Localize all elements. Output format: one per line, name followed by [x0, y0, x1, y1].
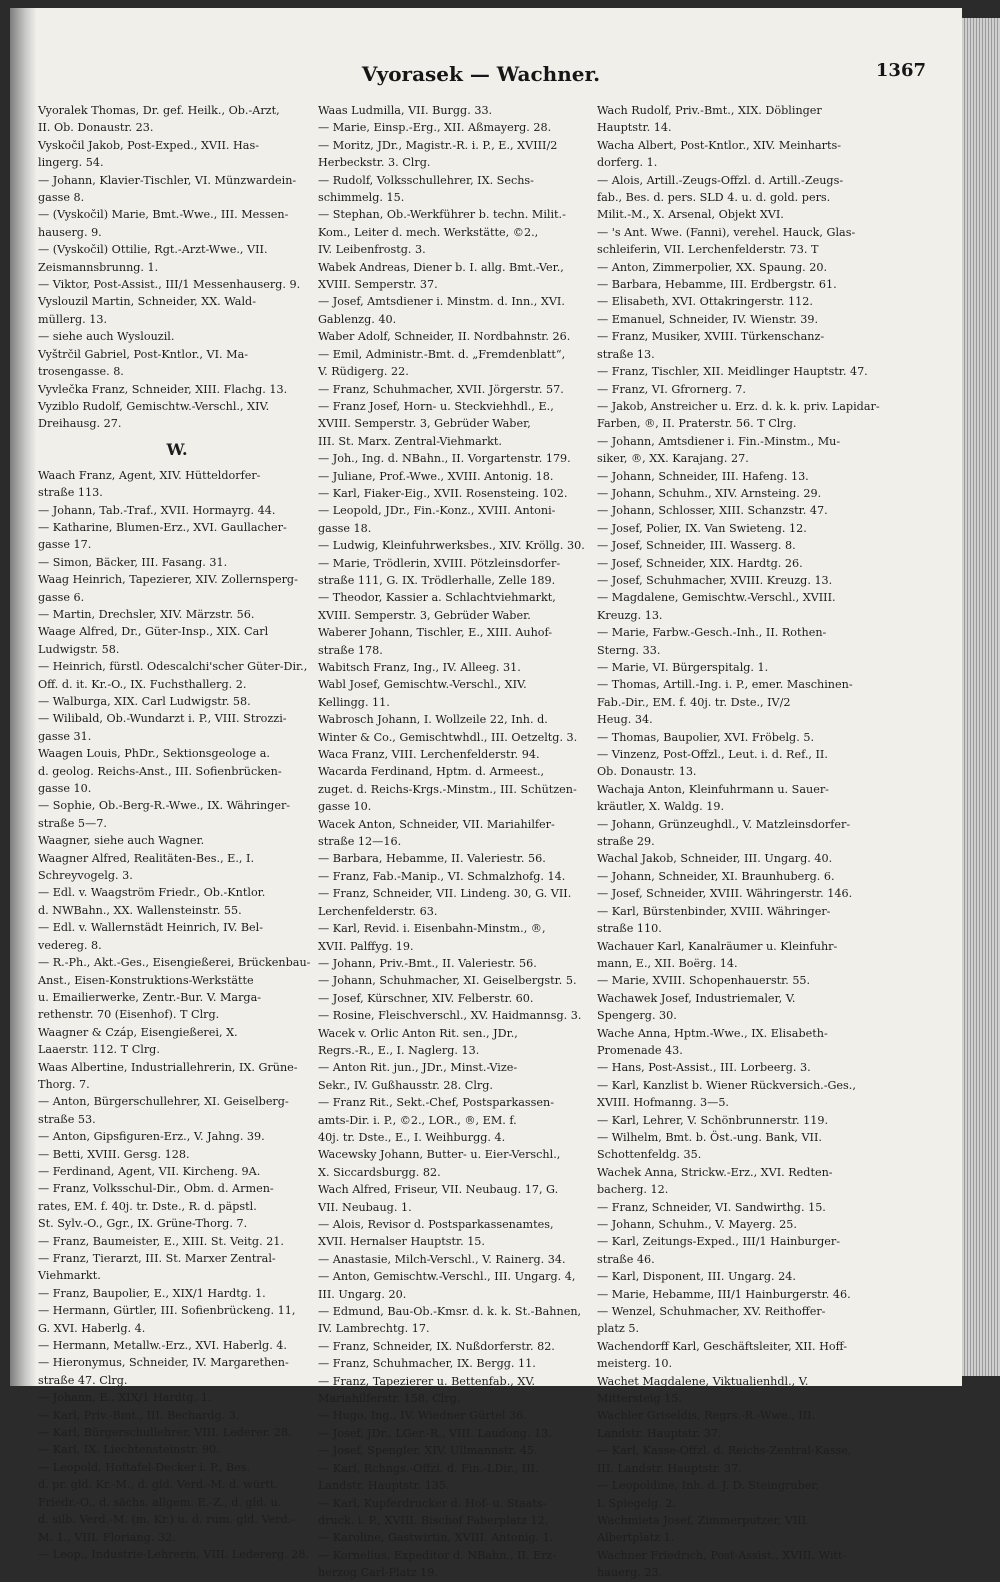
directory-line: — Franz, Baupolier, E., XIX/1 Hardtg. 1.: [38, 1286, 266, 1300]
directory-line: Regrs.-R., E., I. Naglerg. 13.: [318, 1043, 480, 1057]
directory-line: Viehmarkt.: [38, 1269, 101, 1283]
directory-line: — Hugo, Ing., IV. Wiedner Gürtel 36.: [318, 1409, 527, 1423]
directory-line: kräutler, X. Waldg. 19.: [597, 800, 725, 814]
directory-line: — Emanuel, Schneider, IV. Wienstr. 39.: [597, 312, 819, 326]
directory-line: Wachendorff Karl, Geschäftsleiter, XII. Hoff-: [597, 1339, 847, 1353]
directory-line: Albertplatz 1.: [597, 1531, 675, 1545]
directory-line: — Katharine, Blumen-Erz., XVI. Gaullacher-: [38, 520, 287, 534]
directory-line: — Leopoldine, Inh. d. J. D. Steingruber,: [597, 1479, 820, 1493]
directory-line: müllerg. 13.: [38, 312, 108, 326]
directory-line: Wachal Jakob, Schneider, III. Ungarg. 40.: [597, 852, 833, 866]
directory-line: Wache Anna, Hptm.-Wwe., IX. Elisabeth-: [597, 1026, 828, 1040]
directory-line: rates, EM. f. 40j. tr. Dste., R. d. päpstl.: [38, 1199, 257, 1213]
directory-line: — Anton, Zimmerpolier, XX. Spaung. 20.: [597, 260, 828, 274]
directory-line: gasse 6.: [38, 590, 85, 604]
directory-line: — (Vyskočil) Marie, Bmt.-Wwe., III. Messen-: [38, 208, 289, 222]
directory-line: Sekr., IV. Gußhausstr. 28. Clrg.: [318, 1078, 493, 1092]
directory-line: M. 1., VIII. Floriang. 32.: [38, 1530, 176, 1544]
directory-line: Milit.-M., X. Arsenal, Objekt XVI.: [597, 208, 784, 222]
directory-line: — Rudolf, Volksschullehrer, IX. Sechs-: [318, 173, 534, 187]
directory-line: — Karl, Kupferdrucker d. Hof- u. Staats-: [318, 1496, 547, 1510]
directory-line: dorferg. 1.: [597, 156, 658, 170]
column-1: [38, 102, 316, 1563]
directory-line: I. Spiegelg. 2.: [597, 1496, 676, 1510]
directory-line: Off. d. it. Kr.-O., IX. Fuchsthallerg. 2.: [38, 677, 247, 691]
directory-line: — Martin, Drechsler, XIV. Märzstr. 56.: [38, 607, 255, 621]
directory-line: Ob. Donaustr. 13.: [597, 765, 697, 779]
directory-line: — (Vyskočil) Ottilie, Rgt.-Arzt-Wwe., VII.: [38, 243, 268, 257]
directory-line: — Karl, Fiaker-Eig., XVII. Rosensteing. 102.: [318, 486, 568, 500]
directory-line: XVII. Palffyg. 19.: [318, 939, 414, 953]
directory-line: — Franz, Volksschul-Dir., Obm. d. Armen-: [38, 1182, 274, 1196]
directory-line: herzog Carl-Platz 19.: [318, 1566, 438, 1580]
directory-line: lingerg. 54.: [38, 156, 104, 170]
directory-line: — Karl, IX. Liechtensteinstr. 90.: [38, 1443, 220, 1457]
directory-line: — Johann, Klavier-Tischler, VI. Münzwardein-: [38, 173, 297, 187]
directory-line: mann, E., XII. Boërg. 14.: [597, 956, 738, 970]
directory-line: Winter & Co., Gemischtwhdl., III. Oetzeltg. 3.: [318, 730, 578, 744]
directory-line: — Karl, Kasse-Offzl. d. Reichs-Zentral-Kasse,: [597, 1444, 852, 1458]
directory-line: Waag Heinrich, Tapezierer, XIV. Zollernsperg-: [38, 573, 298, 587]
directory-line: — Anastasie, Milch-Verschl., V. Rainerg. 34.: [318, 1252, 566, 1266]
directory-line: — Josef, Amtsdiener i. Minstm. d. Inn., XVI.: [318, 295, 565, 309]
directory-line: XVIII. Semperstr. 3, Gebrüder Waber,: [318, 417, 531, 431]
book-gutter: [10, 8, 36, 1386]
directory-line: — Wenzel, Schuhmacher, XV. Reithoffer-: [597, 1305, 826, 1319]
directory-line: — Alois, Revisor d. Postsparkassenamtes,: [318, 1218, 554, 1231]
directory-line: — Simon, Bäcker, III. Fasang. 31.: [38, 555, 228, 569]
directory-line: Wachek Anna, Strickw.-Erz., XVI. Redten-: [597, 1165, 833, 1179]
directory-line: Wabl Josef, Gemischtw.-Verschl., XIV.: [318, 678, 527, 692]
directory-line: Zeismannsbrunng. 1.: [38, 260, 159, 274]
directory-line: straße 5—7.: [38, 816, 107, 830]
directory-line: Wacarda Ferdinand, Hptm. d. Armeest.,: [318, 765, 545, 779]
directory-line: druck. i. P., XVIII. Bischof Faberplatz 12.: [318, 1513, 549, 1527]
directory-line: Wachmieta Josef, Zimmerputzer, VIII.: [597, 1513, 810, 1527]
directory-line: Waberer Johann, Tischler, E., XIII. Auhof-: [318, 626, 553, 640]
directory-line: II. Ob. Donaustr. 23.: [38, 121, 154, 135]
directory-line: 40j. tr. Dste., E., I. Weihburgg. 4.: [318, 1130, 506, 1144]
directory-line: straße 47. Clrg.: [38, 1373, 128, 1387]
directory-line: — Johann, Amtsdiener i. Fin.-Minstm., Mu-: [597, 434, 841, 448]
directory-line: Waagner & Czáp, Eisengießerei, X.: [38, 1025, 238, 1039]
directory-page: [10, 8, 962, 1580]
directory-line: — Johann, Schuhmacher, XI. Geiselbergstr. 5.: [318, 974, 577, 988]
directory-line: platz 5.: [597, 1322, 640, 1336]
page-edges: [962, 18, 1000, 1376]
directory-line: — Johann, Schuhm., V. Mayerg. 25.: [597, 1218, 797, 1231]
directory-line: Gablenzg. 40.: [318, 312, 397, 326]
directory-line: — Marie, XVIII. Schopenhauerstr. 55.: [597, 974, 811, 988]
directory-line: d. NWBahn., XX. Wallensteinstr. 55.: [38, 903, 242, 917]
directory-line: — Franz Rit., Sekt.-Chef, Postsparkassen-: [318, 1096, 554, 1110]
directory-line: zuget. d. Reichs-Krgs.-Minstm., III. Schützen-: [318, 782, 577, 796]
directory-line: straße 178.: [318, 643, 383, 657]
directory-line: siker, ®, XX. Karajang. 27.: [597, 452, 749, 466]
directory-line: — Hermann, Gürtler, III. Sofienbrückeng. 11,: [38, 1304, 296, 1318]
directory-line: Wabek Andreas, Diener b. I. allg. Bmt.-Ver.,: [318, 260, 564, 274]
directory-line: — Thomas, Baupolier, XVI. Fröbelg. 5.: [597, 730, 815, 744]
directory-line: — Johann, Tab.-Traf., XVII. Hormayrg. 44.: [38, 503, 276, 517]
directory-line: — Franz, Musiker, XVIII. Türkenschanz-: [597, 330, 825, 344]
directory-line: Vyskočil Jakob, Post-Exped., XVII. Has-: [38, 138, 259, 152]
directory-line: gasse 10.: [38, 782, 92, 796]
directory-line: Wacek v. Orlic Anton Rit. sen., JDr.,: [318, 1026, 518, 1040]
directory-line: — Franz Josef, Horn- u. Steckviehhdl., E.,: [318, 399, 554, 413]
directory-line: — Barbara, Hebamme, II. Valeriestr. 56.: [318, 852, 546, 866]
directory-line: gasse 10.: [318, 800, 372, 814]
directory-line: Waach Franz, Agent, XIV. Hütteldorfer-: [38, 468, 261, 482]
directory-line: — siehe auch Wyslouzil.: [38, 330, 175, 344]
directory-line: Waca Franz, VIII. Lerchenfelderstr. 94.: [318, 748, 540, 762]
directory-line: — Karl, Rchngs.-Offzl. d. Fin.-LDir., III.: [318, 1461, 539, 1475]
directory-line: d. geolog. Reichs-Anst., III. Sofienbrücken-: [38, 764, 282, 778]
directory-line: — Marie, Farbw.-Gesch.-Inh., II. Rothen-: [597, 626, 827, 640]
directory-line: Wacha Albert, Post-Kntlor., XIV. Meinharts-: [597, 138, 841, 152]
directory-line: — Marie, Einsp.-Erg., XII. Aßmayerg. 28.: [318, 121, 552, 135]
directory-line: Mittersteig 15.: [597, 1392, 682, 1406]
directory-line: — Theodor, Kassier a. Schlachtviehmarkt,: [318, 591, 556, 605]
directory-line: Waage Alfred, Dr., Güter-Insp., XIX. Carl: [38, 625, 269, 639]
directory-line: hauserg. 9.: [38, 225, 102, 239]
directory-line: Hauptstr. 14.: [597, 121, 672, 135]
directory-line: — Josef, Spengler, XIV. Ullmannstr. 45.: [318, 1444, 538, 1458]
directory-line: Wachauer Karl, Kanalräumer u. Kleinfuhr-: [597, 939, 838, 953]
directory-line: — Edl. v. Waagström Friedr., Ob.-Kntlor.: [38, 886, 266, 900]
directory-line: XVIII. Semperstr. 3, Gebrüder Waber.: [318, 608, 531, 622]
directory-line: — Franz, Schneider, VI. Sandwirthg. 15.: [597, 1200, 826, 1214]
directory-line: Farben, ®, II. Praterstr. 56. T Clrg.: [597, 417, 797, 431]
directory-line: gasse 31.: [38, 729, 92, 743]
directory-line: — Karl, Disponent, III. Ungarg. 24.: [597, 1270, 796, 1284]
directory-line: Spengerg. 30.: [597, 1009, 677, 1023]
directory-line: Laaerstr. 112. T Clrg.: [38, 1043, 160, 1057]
directory-line: — Barbara, Hebamme, III. Erdbergstr. 61.: [597, 278, 837, 292]
directory-line: — Leopold, Hoftafel-Decker i. P., Bes.: [38, 1460, 251, 1474]
page-header: [36, 54, 926, 94]
directory-line: Waagner Alfred, Realitäten-Bes., E., I.: [38, 851, 254, 865]
directory-line: — Stephan, Ob.-Werkführer b. techn. Milit.-: [318, 208, 566, 222]
directory-line: — Rosine, Fleischverschl., XV. Haidmannsg. 3.: [318, 1009, 582, 1023]
directory-line: — Karl, Kanzlist b. Wiener Rückversich.-Ges.,: [597, 1078, 856, 1092]
directory-line: — Franz, Baumeister, E., XIII. St. Veitg. 21.: [38, 1234, 284, 1248]
directory-line: — Johann, E., XIX/1 Hardtg. 1.: [38, 1391, 212, 1405]
directory-line: Fab.-Dir., EM. f. 40j. tr. Dste., IV/2: [597, 695, 791, 709]
directory-line: Wachler Griseldis, Regrs.-R.-Wwe., III.: [597, 1409, 816, 1423]
directory-line: — Franz, VI. Gfrornerg. 7.: [597, 382, 746, 396]
directory-line: — Johann, Schuhm., XIV. Arnsteing. 29.: [597, 486, 822, 500]
directory-line: straße 110.: [597, 922, 662, 936]
directory-line: IV. Lambrechtg. 17.: [318, 1322, 430, 1336]
directory-line: straße 111, G. IX. Trödlerhalle, Zelle 189.: [318, 573, 556, 587]
directory-line: — Johann, Schneider, III. Hafeng. 13.: [597, 469, 809, 483]
directory-line: — R.-Ph., Akt.-Ges., Eisengießerei, Brückenbau-: [38, 956, 311, 970]
directory-line: — Anton, Gemischtw.-Verschl., III. Ungarg. 4,: [318, 1270, 576, 1284]
directory-line: Lerchenfelderstr. 63.: [318, 904, 438, 918]
directory-line: — Josef, Polier, IX. Van Swieteng. 12.: [597, 521, 807, 535]
directory-line: — Josef, Kürschner, XIV. Felberstr. 60.: [318, 991, 534, 1005]
directory-line: — Marie, Trödlerin, XVIII. Pötzleinsdorfer-: [318, 556, 561, 570]
directory-line: Landstr. Hauptstr. 135.: [318, 1479, 450, 1493]
directory-line: hauerg. 23.: [597, 1566, 663, 1580]
directory-line: vedereg. 8.: [38, 938, 102, 952]
directory-line: fab., Bes. d. pers. SLD 4. u. d. gold. pers.: [597, 191, 831, 205]
directory-line: — Josef, Schneider, XVIII. Währingerstr. 146.: [597, 887, 853, 901]
directory-line: X. Siccardsburgg. 82.: [318, 1165, 441, 1179]
directory-line: Wach Alfred, Friseur, VII. Neubaug. 17, G.: [318, 1183, 559, 1197]
directory-line: — Johann, Schlosser, XIII. Schanzstr. 47.: [597, 504, 828, 518]
directory-line: — Josef, Schuhmacher, XVIII. Kreuzg. 13.: [597, 573, 833, 587]
directory-line: schimmelg. 15.: [318, 191, 405, 205]
directory-line: — Betti, XVIII. Gersg. 128.: [38, 1147, 190, 1161]
directory-line: Thorg. 7.: [38, 1077, 90, 1091]
directory-line: — Leopold, JDr., Fin.-Konz., XVIII. Antoni-: [318, 504, 556, 518]
directory-line: Wacewsky Johann, Butter- u. Eier-Verschl.,: [318, 1148, 561, 1162]
directory-line: — Wilhelm, Bmt. b. Öst.-ung. Bank, VII.: [597, 1130, 822, 1144]
directory-line: — Franz, Schuhmacher, XVII. Jörgerstr. 57.: [318, 382, 564, 396]
directory-line: XVII. Hernalser Hauptstr. 15.: [318, 1235, 485, 1249]
directory-line: — Hans, Post-Assist., III. Lorbeerg. 3.: [597, 1061, 811, 1075]
directory-line: — Leop., Industrie-Lehrerin, VIII. Ledererg. 28.: [38, 1547, 310, 1561]
directory-line: — Franz, Schuhmacher, IX. Bergg. 11.: [318, 1357, 536, 1371]
directory-line: VII. Neubaug. 1.: [318, 1200, 412, 1214]
directory-line: Anst., Eisen-Konstruktions-Werkstätte: [38, 973, 254, 987]
directory-line: IV. Leibenfrostg. 3.: [318, 243, 426, 257]
directory-line: Herbeckstr. 3. Clrg.: [318, 156, 431, 170]
directory-line: Wacek Anton, Schneider, VII. Mariahilfer-: [318, 817, 555, 831]
directory-line: G. XVI. Haberlg. 4.: [38, 1321, 146, 1335]
directory-line: straße 113.: [38, 486, 103, 500]
directory-line: bacherg. 12.: [597, 1183, 669, 1197]
directory-line: Vyziblo Rudolf, Gemischtw.-Verschl., XIV.: [38, 399, 270, 413]
directory-line: Friedr.-O., d. sächs. allgem. E.-Z., d. gld. u.: [38, 1495, 282, 1509]
directory-line: Heug. 34.: [597, 713, 653, 727]
directory-line: Vyoralek Thomas, Dr. gef. Heilk., Ob.-Arzt,: [38, 104, 280, 117]
directory-line: — 's Ant. Wwe. (Fanni), verehel. Hauck, Glas-: [597, 225, 856, 239]
directory-line: — Anton Rit. jun., JDr., Minst.-Vize-: [318, 1061, 518, 1075]
directory-line: Vyštrčil Gabriel, Post-Kntlor., VI. Ma-: [38, 347, 249, 361]
directory-line: Wabrosch Johann, I. Wollzeile 22, Inh. d.: [318, 713, 548, 727]
directory-line: III. St. Marx. Zentral-Viehmarkt.: [318, 434, 502, 448]
directory-line: Mariahilferstr. 158. Clrg.: [318, 1392, 461, 1406]
directory-line: Kreuzg. 13.: [597, 608, 663, 622]
directory-line: Vyvlečka Franz, Schneider, XIII. Flachg. 13.: [38, 382, 288, 396]
directory-line: Wachet Magdalene, Viktualienhdl., V.: [597, 1374, 809, 1388]
directory-line: — Emil, Administr.-Bmt. d. „Fremdenblatt“,: [318, 347, 566, 361]
directory-line: u. Emailierwerke, Zentr.-Bur. V. Marga-: [38, 990, 262, 1004]
directory-line: — Magdalene, Gemischtw.-Verschl., XVIII.: [597, 591, 836, 605]
directory-line: Promenade 43.: [597, 1043, 683, 1057]
directory-line: III. Ungarg. 20.: [318, 1287, 407, 1301]
directory-line: Wach Rudolf, Priv.-Bmt., XIX. Döblinger: [597, 104, 822, 117]
directory-line: — Karl, Priv.-Bmt., III. Bechardg. 3.: [38, 1408, 240, 1422]
directory-line: — Marie, Hebamme, III/1 Hainburgerstr. 46.: [597, 1287, 851, 1301]
directory-line: — Karl, Revid. i. Eisenbahn-Minstm., ®,: [318, 922, 546, 936]
directory-line: gasse 18.: [318, 521, 372, 535]
directory-line: straße 13.: [597, 347, 655, 361]
directory-line: — Franz, Schneider, VII. Lindeng. 30, G. VII.: [318, 887, 572, 901]
directory-line: Schreyvogelg. 3.: [38, 869, 133, 883]
section-letter: W.: [166, 439, 188, 459]
directory-line: XVIII. Hofmanng. 3—5.: [597, 1096, 729, 1110]
directory-line: Kom., Leiter d. mech. Werkstätte, ©2.,: [318, 225, 539, 239]
directory-line: d. pr. gld. Kr.-M., d. gld. Verd.-M. d. württ.: [38, 1478, 278, 1492]
directory-line: — Thomas, Artill.-Ing. i. P., emer. Maschinen-: [597, 678, 853, 692]
directory-line: — Johann, Grünzeughdl., V. Matzleinsdorfer-: [597, 817, 851, 831]
directory-line: — Josef, Schneider, XIX. Hardtg. 26.: [597, 556, 803, 570]
directory-line: trosengasse. 8.: [38, 365, 124, 379]
directory-line: — Karoline, Gastwirtin, XVIII. Antonig. 1.: [318, 1531, 554, 1545]
directory-line: — Karl, Bürstenbinder, XVIII. Währinger-: [597, 904, 831, 918]
column-2: [318, 102, 596, 1582]
directory-line: Landstr. Hauptstr. 37.: [597, 1426, 722, 1440]
directory-line: — Marie, VI. Bürgerspitalg. 1.: [597, 661, 769, 674]
directory-line: Ludwigstr. 58.: [38, 642, 120, 656]
directory-line: — Jakob, Anstreicher u. Erz. d. k. k. priv. Lapidar-: [597, 399, 880, 413]
directory-line: Waber Adolf, Schneider, II. Nordbahnstr. 26.: [318, 330, 571, 344]
directory-line: Wachawek Josef, Industriemaler, V.: [597, 991, 796, 1005]
directory-line: straße 46.: [597, 1252, 655, 1266]
directory-line: gasse 8.: [38, 191, 85, 205]
directory-line: — Ferdinand, Agent, VII. Kircheng. 9A.: [38, 1164, 261, 1178]
directory-line: d. silb. Verd.-M. (m. Kr.) u. d. rum. gld. Verd.-: [38, 1513, 295, 1527]
directory-line: — Ludwig, Kleinfuhrwerksbes., XIV. Kröllg. 30.: [318, 539, 585, 553]
directory-line: — Wilibald, Ob.-Wundarzt i. P., VIII. Strozzi-: [38, 712, 287, 726]
directory-line: — Edmund, Bau-Ob.-Kmsr. d. k. k. St.-Bahnen,: [318, 1305, 582, 1319]
directory-line: Waagen Louis, PhDr., Sektionsgeologe a.: [38, 747, 270, 761]
directory-line: amts-Dir. i. P., ©2., LOR., ®, EM. f.: [318, 1113, 517, 1127]
directory-line: Waas Ludmilla, VII. Burgg. 33.: [318, 104, 493, 117]
directory-line: — Johann, Priv.-Bmt., II. Valeriestr. 56.: [318, 956, 537, 970]
directory-line: — Edl. v. Wallernstädt Heinrich, IV. Bel-: [38, 921, 264, 935]
directory-line: — Franz, Tischler, XII. Meidlinger Hauptstr. 47.: [597, 365, 868, 379]
directory-line: III. Landstr. Hauptstr. 37.: [597, 1461, 742, 1475]
page-title: Vyorasek — Wachner.: [361, 62, 601, 86]
directory-line: Sterng. 33.: [597, 643, 661, 657]
directory-line: — Anton, Bürgerschullehrer, XI. Geiselberg-: [38, 1095, 289, 1109]
directory-line: St. Sylv.-O., Ggr., IX. Grüne-Thorg. 7.: [38, 1217, 248, 1231]
directory-line: — Alois, Artill.-Zeugs-Offzl. d. Artill.-Zeugs-: [597, 173, 844, 187]
directory-line: — Karl, Lehrer, V. Schönbrunnerstr. 119.: [597, 1113, 829, 1127]
directory-line: Wabitsch Franz, Ing., IV. Alleeg. 31.: [318, 661, 521, 674]
directory-line: — Karl, Zeitungs-Exped., III/1 Hainburger-: [597, 1235, 840, 1249]
directory-line: — Viktor, Post-Assist., III/1 Messenhauserg. 9.: [38, 278, 301, 292]
directory-line: schleiferin, VII. Lerchenfelderstr. 73. T: [597, 243, 819, 257]
directory-line: — Josef, JDr., LGer.-R., VIII. Laudong. 13.: [318, 1426, 552, 1440]
directory-line: — Vinzenz, Post-Offzl., Leut. i. d. Ref., II.: [597, 748, 828, 762]
directory-line: XVIII. Semperstr. 37.: [318, 278, 438, 292]
directory-line: — Juliane, Prof.-Wwe., XVIII. Antonig. 18.: [318, 469, 554, 483]
directory-line: — Franz, Schneider, IX. Nußdorferstr. 82.: [318, 1339, 555, 1353]
column-3: [597, 102, 880, 1582]
directory-line: — Joh., Ing. d. NBahn., II. Vorgartenstr. 179.: [318, 452, 571, 466]
directory-line: — Franz, Tapezierer u. Bettenfab., XV.: [318, 1374, 536, 1388]
directory-line: — Josef, Schneider, III. Wasserg. 8.: [597, 539, 796, 553]
directory-line: Wachner Friedrich, Post-Assist., XVIII. Witt-: [597, 1548, 847, 1562]
directory-line: — Moritz, JDr., Magistr.-R. i. P., E., XVIII/2: [318, 138, 558, 152]
directory-line: — Anton, Gipsfiguren-Erz., V. Jahng. 39.: [38, 1130, 265, 1144]
directory-line: — Elisabeth, XVI. Ottakringerstr. 112.: [597, 295, 813, 309]
directory-line: Dreihausg. 27.: [38, 417, 122, 431]
directory-line: straße 53.: [38, 1112, 96, 1126]
directory-line: — Hermann, Metallw.-Erz., XVI. Haberlg. 4.: [38, 1339, 287, 1353]
directory-line: — Johann, Schneider, XI. Braunhuberg. 6.: [597, 869, 835, 883]
directory-line: — Walburga, XIX. Carl Ludwigstr. 58.: [38, 695, 251, 708]
directory-line: Schottenfeldg. 35.: [597, 1148, 702, 1162]
directory-line: gasse 17.: [38, 538, 92, 552]
directory-line: — Franz, Tierarzt, III. St. Marxer Zentral-: [38, 1252, 276, 1265]
directory-line: — Sophie, Ob.-Berg-R.-Wwe., IX. Währinger-: [38, 799, 291, 813]
directory-line: — Kornelius, Expeditor d. NBahn., II. Erz-: [318, 1548, 557, 1562]
directory-line: — Hieronymus, Schneider, IV. Margarethen-: [38, 1356, 289, 1370]
directory-line: Waagner, siehe auch Wagner.: [38, 834, 205, 848]
directory-line: straße 29.: [597, 835, 655, 849]
directory-line: — Franz, Fab.-Manip., VI. Schmalzhofg. 14.: [318, 869, 566, 883]
directory-line: Kellingg. 11.: [318, 695, 390, 709]
directory-line: Waas Albertine, Industriallehrerin, IX. Grüne-: [38, 1060, 298, 1074]
directory-line: — Heinrich, fürstl. Odescalchi'scher Güter-Dir.,: [38, 660, 308, 674]
directory-line: Vyslouzil Martin, Schneider, XX. Wald-: [38, 295, 256, 309]
directory-line: Wachaja Anton, Kleinfuhrmann u. Sauer-: [597, 782, 829, 796]
directory-line: V. Rüdigerg. 22.: [318, 365, 409, 379]
directory-line: rethenstr. 70 (Eisenhof). T Clrg.: [38, 1008, 220, 1022]
page-number: 1367: [875, 60, 926, 81]
directory-line: straße 12—16.: [318, 835, 402, 849]
directory-line: meisterg. 10.: [597, 1357, 673, 1371]
directory-line: — Karl, Bürgerschullehrer, VIII. Lederer. 28.: [38, 1426, 292, 1440]
